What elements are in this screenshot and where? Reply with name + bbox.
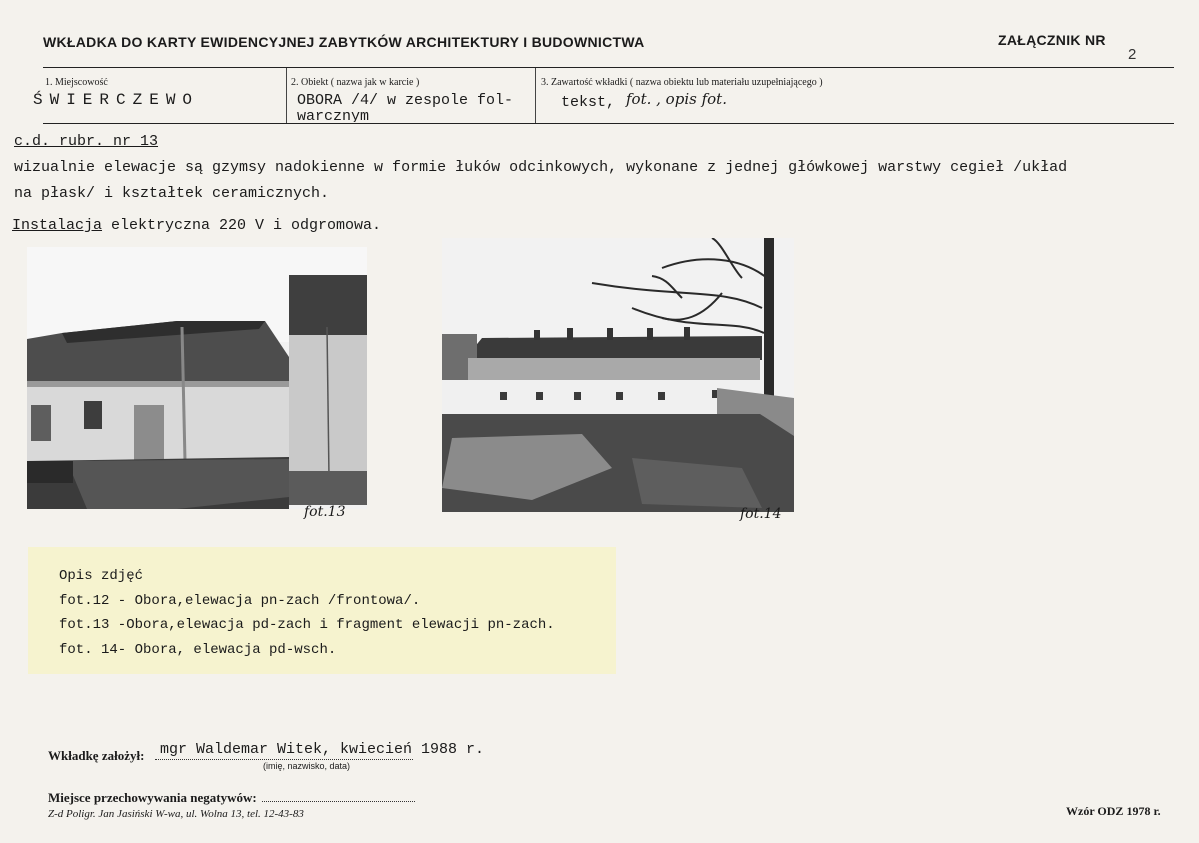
installation-text: elektryczna 220 V i odgromowa. xyxy=(102,217,382,234)
photo-description-item-12: fot.12 - Obora,elewacja pn-zach /frontowa/. xyxy=(59,593,421,609)
photo-13 xyxy=(27,247,367,509)
object-value-line1: OBORA /4/ w zespole fol- xyxy=(297,92,514,109)
negatives-label: Miejsce przechowywania negatywów: xyxy=(48,790,257,805)
negatives-dotted-line xyxy=(262,801,415,802)
photo-description-item-13: fot.13 -Obora,elewacja pd-zach i fragment elewacji pn-zach. xyxy=(59,617,555,633)
printer-imprint: Z-d Poligr. Jan Jasiński W-wa, ul. Wolna 13, tel. 12-43-83 xyxy=(48,808,304,820)
founded-value: mgr Waldemar Witek, kwiecień 1988 r. xyxy=(160,741,485,758)
founded-dotted-line xyxy=(155,759,413,760)
body-line-2: na płask/ i kształtek ceramicznych. xyxy=(14,185,330,202)
continuation-heading: c.d. rubr. nr 13 xyxy=(14,133,159,150)
installation-label: Instalacja xyxy=(12,217,103,234)
annex-number: 2 xyxy=(1128,46,1137,63)
annex-label: ZAŁĄCZNIK NR xyxy=(998,32,1106,48)
content-label: 3. Zawartość wkładki ( nazwa obiektu lub materiału uzupełniającego ) xyxy=(541,77,823,88)
document-title: WKŁADKA DO KARTY EWIDENCYJNEJ ZABYTKÓW ARCHITEKTURY I BUDOWNICTWA xyxy=(43,34,645,50)
field-divider-2 xyxy=(535,68,536,123)
field-divider-1 xyxy=(286,68,287,123)
installation-line xyxy=(12,217,381,234)
object-label: 2. Obiekt ( nazwa jak w karcie ) xyxy=(291,77,420,88)
photo-description-item-14: fot. 14- Obora, elewacja pd-wsch. xyxy=(59,642,337,658)
form-version: Wzór ODZ 1978 r. xyxy=(1066,804,1161,818)
object-value-line2: warcznym xyxy=(297,108,370,122)
photo-description-heading: Opis zdjęć xyxy=(59,568,144,584)
content-handwritten: fot. , opis fot. xyxy=(626,90,727,108)
header-top-rule xyxy=(43,67,1174,68)
photo-13-caption: fot.13 xyxy=(304,504,346,520)
founded-label: Wkładkę założył: xyxy=(48,748,145,763)
founded-hint: (imię, nazwisko, data) xyxy=(263,761,351,771)
locality-label: 1. Miejscowość xyxy=(45,77,108,88)
locality-value: ŚWIERCZEWO xyxy=(33,91,200,109)
content-typed: tekst, xyxy=(561,94,616,111)
body-line-1: wizualnie elewacje są gzymsy nadokienne w formie łuków odcinkowych, wykonane z jednej główkowej warstwy cegieł /układ xyxy=(14,159,1068,176)
header-bottom-rule xyxy=(43,123,1174,124)
photo-14-caption: fot.14 xyxy=(740,506,782,522)
photo-14 xyxy=(442,238,794,512)
